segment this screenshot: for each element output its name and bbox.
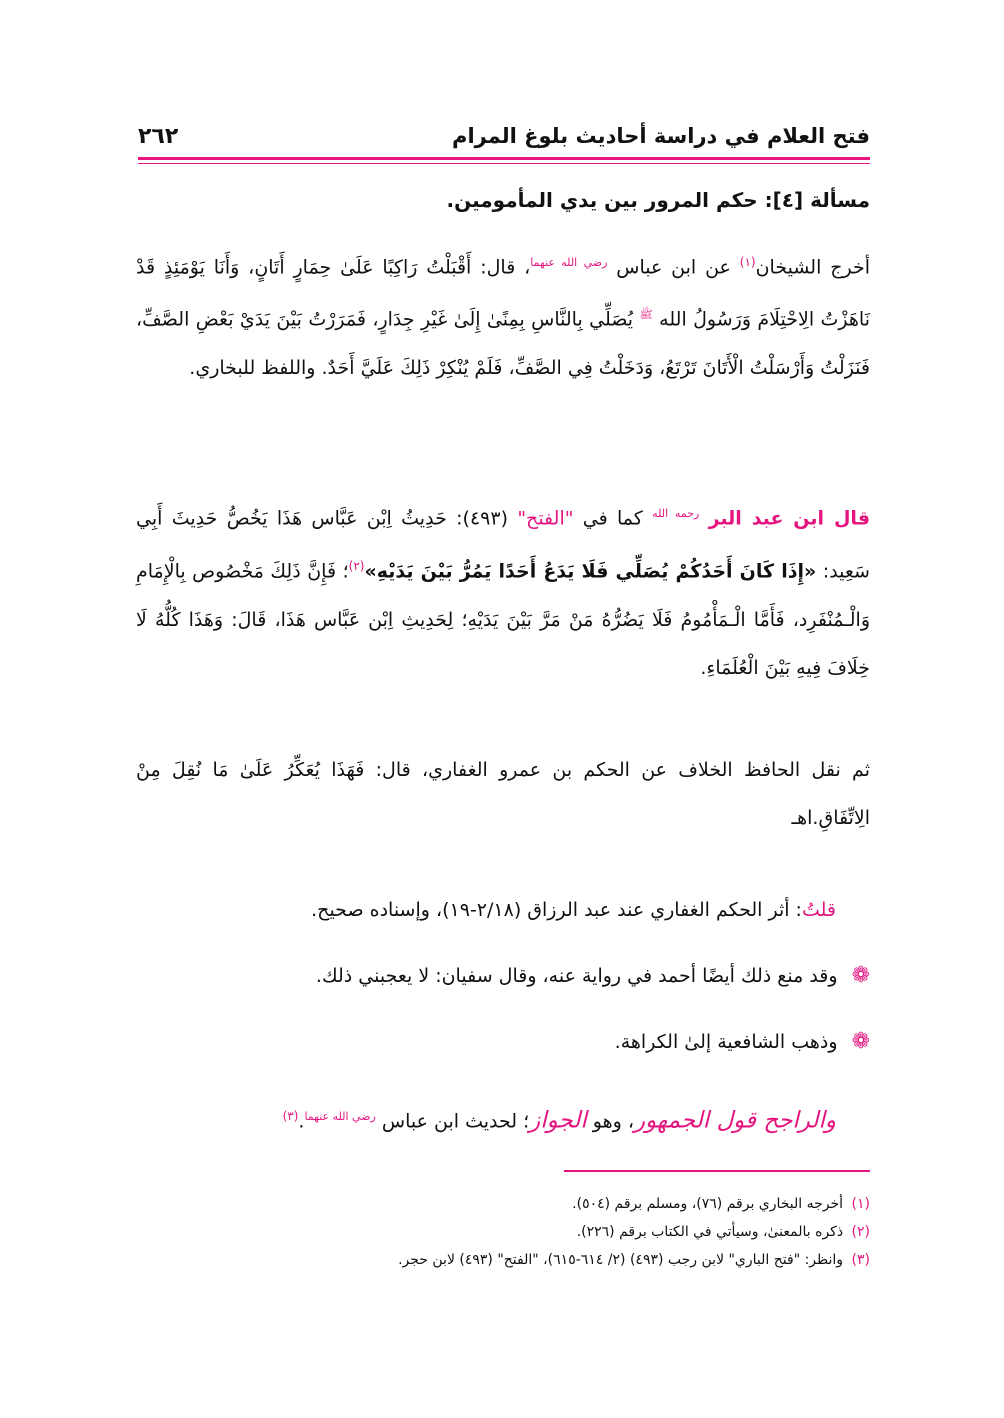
footnote-separator bbox=[564, 1170, 870, 1172]
honorific-glyph: رحمه الله bbox=[652, 507, 700, 520]
paragraph-qultu bbox=[136, 886, 836, 934]
hadith-text-a: ، قال: أَقْبَلْتُ رَاكِبًا عَلَىٰ حِمَارٍ أَتَانٍ، وَأَنَا يَوْمَئِذٍ قَدْ نَاهَزْتُ الِاحْتِلَامَ وَرَسُولُ الله bbox=[136, 256, 870, 331]
bullet-item bbox=[136, 956, 870, 996]
book-reference: "الفتح" bbox=[517, 507, 574, 530]
masala-label: مسألة [٤]: bbox=[764, 188, 870, 212]
paragraph-hadith bbox=[136, 238, 870, 392]
footnote-number: (١) bbox=[851, 1196, 870, 1212]
book-title: فتح العلام في دراسة أحاديث بلوغ المرام bbox=[452, 124, 870, 148]
quote-continuation: ؛ فَإِنَّ ذَلِكَ مَخْصُوص بِالْإِمَامِ وَالْـمُنْفَرِد، فَأَمَّا الْـمَأْمُومُ فَلَا يَضُرُّهُ مَنْ مَرَّ بَيْنَ يَدَيْهِ؛ لِحَدِيثِ اِبْن عَبَّاس هَذَا، قَالَ: وَهَذَا كُلُّهُ لَا خِلَافَ فِيهِ بَيْنَ الْعُلَمَاءِ. bbox=[136, 560, 870, 679]
conclusion-text-a: ، وهو bbox=[586, 1110, 634, 1133]
footnote-text: وانظر: "فتح الباري" لابن رجب (٤٩٣) (٢/ ٦١٤-٦١٥)، "الفتح" (٤٩٣) لابن حجر. bbox=[398, 1252, 844, 1268]
page-number: ٢٦٢ bbox=[138, 123, 179, 149]
footnote-text: أخرجه البخاري برقم (٧٦)، ومسلم برقم (٥٠٤). bbox=[572, 1196, 844, 1212]
footnote-item bbox=[136, 1190, 870, 1218]
speaker-name: قال ابن عبد البر bbox=[708, 507, 871, 530]
footnote-number: (٢) bbox=[851, 1224, 870, 1240]
conclusion-text-b: ؛ لحديث ابن عباس bbox=[375, 1110, 530, 1133]
honorific-glyph: رضي الله عنهما bbox=[530, 256, 608, 269]
qultu-label: قلتُ bbox=[801, 899, 836, 921]
bullet-text: وذهب الشافعية إلىٰ الكراهة. bbox=[614, 1031, 838, 1053]
flower-bullet-icon: ❁ bbox=[851, 963, 870, 988]
honorific-glyph: رضي الله عنهما bbox=[304, 1110, 376, 1123]
jawaz-label: الجواز bbox=[529, 1107, 587, 1134]
hadith-narrator: عن ابن عباس bbox=[607, 256, 740, 279]
header-rule-thick bbox=[138, 157, 870, 160]
header-rule-thin bbox=[138, 163, 870, 164]
bullet-item bbox=[136, 1022, 870, 1062]
footnote-item bbox=[136, 1246, 870, 1274]
masala-title: حكم المرور بين يدي المأمومين. bbox=[446, 188, 758, 212]
footnote-number: (٣) bbox=[851, 1252, 870, 1268]
preferred-opinion-label: والراجح قول الجمهور bbox=[634, 1107, 836, 1134]
paragraph-conclusion bbox=[136, 1092, 836, 1145]
qultu-text: : أثر الحكم الغفاري عند عبد الرزاق (٢/١٨-١٩)، وإسناده صحيح. bbox=[311, 899, 802, 921]
footnotes bbox=[136, 1190, 870, 1274]
citation-intro: كما في bbox=[573, 507, 653, 530]
hadith-text-b: يُصَلِّي بِالنَّاسِ بِمِنًىٰ إِلَىٰ غَيْرِ جِدَارٍ، فَمَرَرْتُ بَيْنَ يَدَيْ بَعْضِ الصَّفِّ، فَنَزَلْتُ وَأَرْسَلْتُ الْأَتَانَ تَرْتَعُ، وَدَخَلْتُ فِي الصَّفِّ، فَلَمْ يُنْكِرْ ذَلِكَ عَلَيَّ أَحَدٌ. واللفظ للبخاري. bbox=[136, 308, 870, 379]
footnote-text: ذكره بالمعنىٰ، وسيأتي في الكتاب برقم (٢٢٦). bbox=[576, 1224, 844, 1240]
hadith-quote: «إِذَا كَانَ أَحَدُكُمْ يُصَلِّي فَلَا يَدَعُ أَحَدًا يَمُرُّ بَيْنَ يَدَيْهِ» bbox=[364, 560, 817, 583]
bullet-text: وقد منع ذلك أيضًا أحمد في رواية عنه، وقال سفيان: لا يعجبني ذلك. bbox=[315, 965, 838, 987]
quote-intro: (٤٩٣): حَدِيثُ اِبْن عَبَّاس هَذَا يَخُصُّ حَدِيثَ أَبِي سَعِيد: bbox=[136, 507, 870, 583]
masala-heading bbox=[136, 180, 870, 220]
running-header bbox=[138, 118, 870, 154]
footnote-ref-3[interactable]: (٣) bbox=[282, 1109, 299, 1123]
paragraph-ibn-abd-al-barr bbox=[136, 490, 870, 692]
footnote-ref-1[interactable]: (١) bbox=[739, 255, 756, 269]
footnote-item bbox=[136, 1218, 870, 1246]
footnote-ref-2[interactable]: (٢) bbox=[348, 559, 365, 574]
salawat-glyph: ﷺ bbox=[639, 308, 653, 322]
hadith-intro: أخرج الشيخان bbox=[755, 256, 870, 279]
flower-bullet-icon: ❁ bbox=[851, 1029, 870, 1054]
conclusion-end: . bbox=[298, 1110, 305, 1133]
hafiz-text: ثم نقل الحافظ الخلاف عن الحكم بن عمرو الغفاري، قال: فَهَذَا يُعَكِّرُ عَلَىٰ مَا نُقِلَ مِنْ الِاتِّفَاقِ.اهـ bbox=[136, 759, 870, 829]
paragraph-hafiz bbox=[136, 746, 870, 842]
